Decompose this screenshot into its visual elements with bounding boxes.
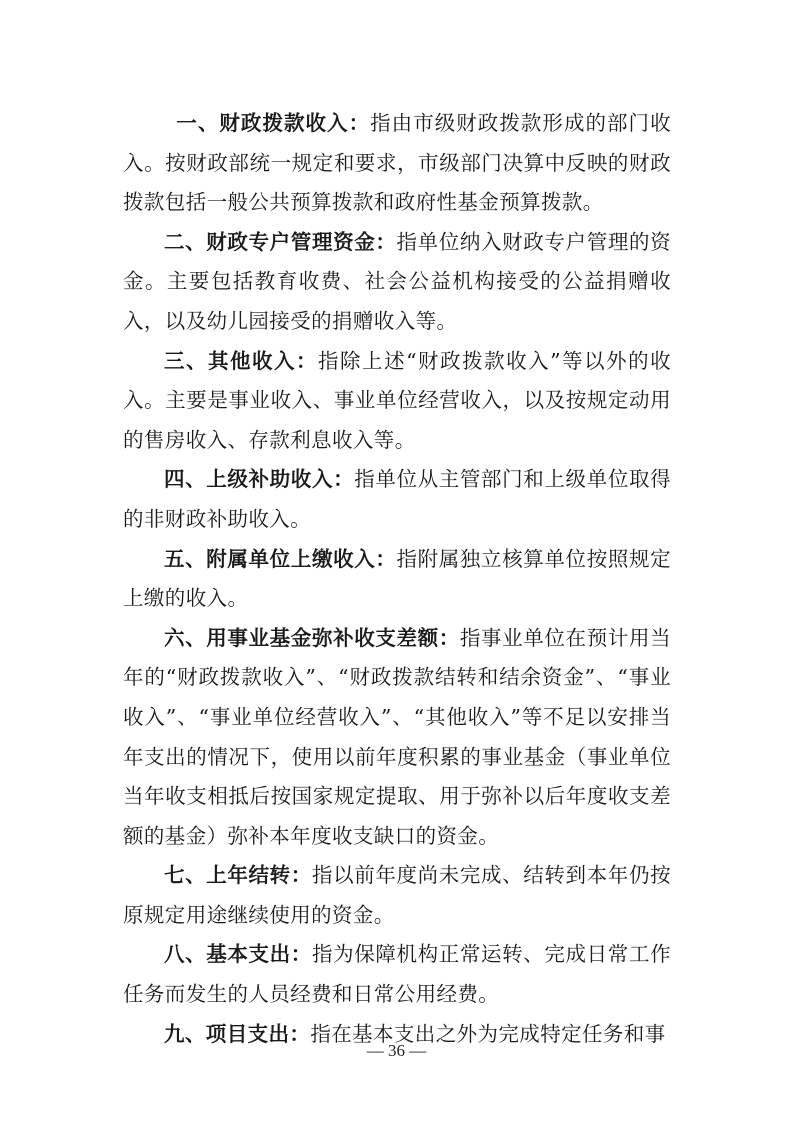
term-definition: 指为保障机构正常运转、完成日常工作任务而发生的人员经费和日常公用经费。 [123,942,671,1007]
term-heading: 一、财政拨款收入： [176,111,371,135]
paragraph-fiscal-appropriation-income [123,104,671,223]
term-heading: 七、上年结转： [164,863,312,888]
term-heading: 八、基本支出： [164,942,312,967]
paragraph-prior-year-carryover [123,856,671,935]
paragraph-affiliated-unit-remittance [123,540,671,619]
page-number: — 36 — [366,1041,427,1060]
term-definition: 指附属独立核算单位按照规定上缴的收入。 [123,546,671,611]
term-heading: 三、其他收入： [164,348,319,373]
term-definition: 指除上述“财政拨款收入”等以外的收入。主要是事业收入、事业单位经营收入，以及按规定动用的售房收入、存款利息收入等。 [123,348,671,452]
term-definition: 指单位纳入财政专户管理的资金。主要包括教育收费、社会公益机构接受的公益捐赠收入，以及幼儿园接受的捐赠收入等。 [123,229,671,333]
term-heading: 二、财政专户管理资金： [164,229,397,254]
term-heading: 五、附属单位上缴收入： [164,546,397,571]
term-definition: 指单位从主管部门和上级单位取得的非财政补助收入。 [123,467,671,531]
term-heading: 六、用事业基金弥补收支差额： [164,625,460,650]
term-definition: 指由市级财政拨款形成的部门收入。按财政部统一规定和要求，市级部门决算中反映的财政拨款包括一般公共预算拨款和政府性基金预算拨款。 [123,111,671,215]
paragraph-basic-expenditure [123,935,671,1014]
term-heading: 四、上级补助收入： [164,467,355,492]
document-body [123,104,671,1054]
paragraph-other-income [123,342,671,461]
paragraph-career-fund-deficit [123,619,671,857]
term-heading: 九、项目支出： [164,1021,311,1046]
paragraph-fiscal-special-account-funds [123,223,671,342]
term-definition: 指以前年度尚未完成、结转到本年仍按原规定用途继续使用的资金。 [123,863,671,927]
term-definition: 指在基本支出之外为完成特定任务和事 [310,1021,666,1046]
term-definition: 指事业单位在预计用当年的“财政拨款收入”、“财政拨款结转和结余资金”、“事业收入”、“事业单位经营收入”、“其他收入”等不足以安排当年支出的情况下，使用以前年度积累的事业基金（事业单位当年收支相抵后按国家规定提取、用于弥补以后年度收支差额的基金）弥补本年度收支缺口的资金。 [123,625,671,848]
paragraph-superior-subsidy-income [123,460,671,539]
